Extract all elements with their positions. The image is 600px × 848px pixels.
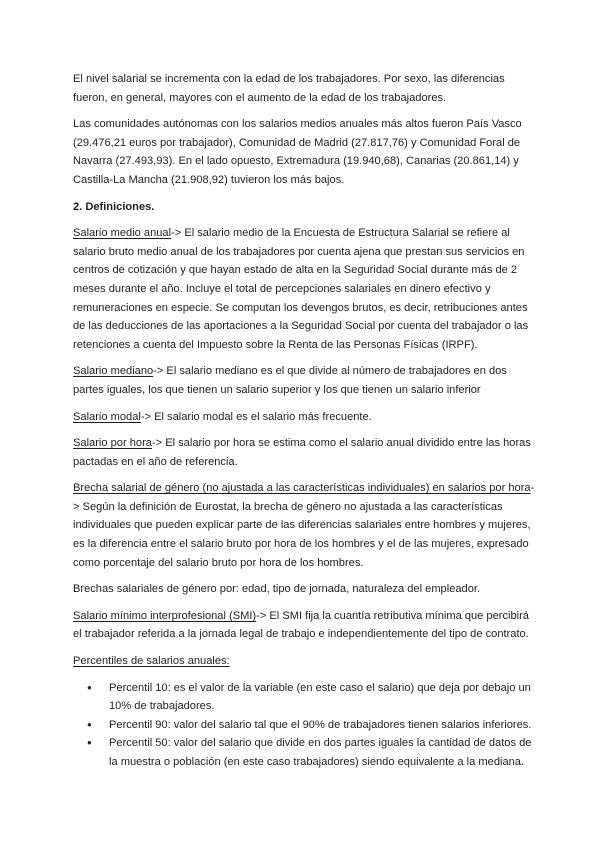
definition-salario-medio-anual <box>73 224 536 354</box>
brechas-paragraph: Brechas salariales de género por: edad, tipo de jornada, naturaleza del empleador. <box>73 583 481 596</box>
percentiles-list <box>73 679 536 772</box>
definition-text: -> El SMI fija la cuantía retributiva mínima que percibirá el trabajador referida a la jornada legal de trabajo e independientemente del tipo de contrato. <box>73 609 529 641</box>
definition-term: Salario mínimo interprofesional (SMI) <box>73 609 257 622</box>
list-item: ● Percentil 90: valor del salario tal que el 90% de trabajadores tienen salarios inferiores. <box>73 716 536 735</box>
definition-term: Brecha salarial de género (no ajustada a las características individuales) en salarios por hora <box>73 482 531 495</box>
definition-salario-mediano <box>73 362 536 399</box>
definition-salario-por-hora <box>73 434 536 471</box>
list-item: ● Percentil 10: es el valor de la variable (en este caso el salario) que deja por debajo un 10% de trabajadores. <box>73 679 536 716</box>
definition-smi <box>73 607 536 644</box>
percentiles-heading <box>73 652 536 671</box>
definition-text: -> El salario por hora se estima como el salario anual dividido entre las horas pactadas en el año de referencia. <box>73 437 531 468</box>
intro-paragraph-regions: Las comunidades autónomas con los salarios medios anuales más altos fueron País Vasco (29.476,21 euros por trabajador), Comunidad de Madrid (27.817,76) y Comunidad Foral de Navarra (27.493,93). En el lado opuesto, Extremadura (19.940,68), Canarias (20.861,14) y Castilla-La Mancha (21.908,92) tuvieron los más bajos. <box>73 118 522 186</box>
definition-salario-modal <box>73 408 536 427</box>
definition-text: -> Según la definición de Eurostat, la brecha de género no ajustada a las características individuales que pueden explicar parte de las diferencias salariales entre hombres y mujeres, es la diferencia entre el salario bruto por hora de los hombres y el de las mujeres, expresado como porcentaje del salario bruto por hora de los hombres. <box>73 482 535 569</box>
definition-brecha-salarial <box>73 479 536 572</box>
list-item: ● Percentil 50: valor del salario que divide en dos partes iguales la cantidad de datos de la muestra o población (en este caso trabajadores) siendo equivalente a la mediana. <box>73 734 536 771</box>
definition-term: Salario medio anual <box>73 227 172 240</box>
section-heading: 2. Definiciones. <box>73 200 155 213</box>
definition-text: -> El salario mediano es el que divide al número de trabajadores en dos partes iguales, los que tienen un salario superior y los que tienen un salario inferior <box>73 365 507 396</box>
definition-term: Salario mediano <box>73 365 154 378</box>
definition-term: Salario por hora <box>73 437 152 450</box>
intro-paragraph-age: El nivel salarial se incrementa con la edad de los trabajadores. Por sexo, las diferencias fueron, en general, mayores con el aumento de la edad de los trabajadores. <box>73 73 505 104</box>
definition-term: Salario modal <box>73 410 141 423</box>
definition-text: -> El salario medio de la Encuesta de Estructura Salarial se refiere al salario bruto medio anual de los trabajadores por cuenta ajena que prestan sus servicios en centros de cotización y que hayan estado de alta en la Seguridad Social durante más de 2 meses durante el año. Incluye el total de percepciones salariales en dinero efectivo y remuneraciones en especie. Se computan los devengos brutos, es decir, retribuciones antes de las deducciones de las aportaciones a la Seguridad Social por cuenta del trabajador o las retenciones a cuenta del Impuesto sobre la Renta de las Personas Físicas (IRPF). <box>73 227 529 351</box>
definition-text: -> El salario modal es el salario más frecuente. <box>140 410 372 423</box>
percentiles-heading-text: Percentiles de salarios anuales: <box>73 655 230 668</box>
